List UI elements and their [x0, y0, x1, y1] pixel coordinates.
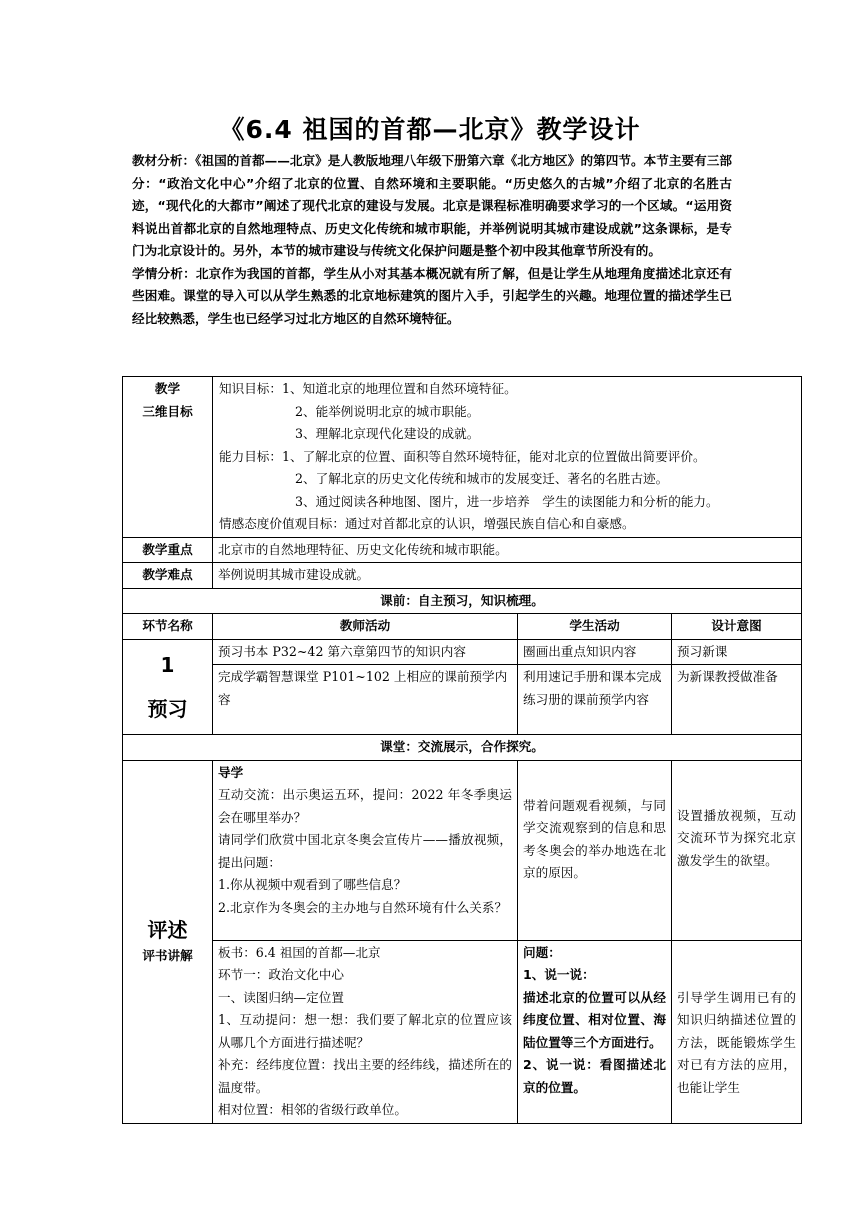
document-title: 《6.4 祖国的首都—北京》教学设计	[219, 115, 641, 144]
preview-teacher-1: 预习书本 P32~42 第六章第四节的知识内容	[213, 639, 518, 665]
goals-row	[123, 377, 802, 538]
preview-teacher-2: 完成学霸智慧课堂 P101~102 上相应的课前预学内容	[213, 665, 518, 735]
guided-learning-p3: 1.你从视频中观看到了哪些信息？	[218, 877, 407, 892]
column-header-intent: 设计意图	[672, 614, 802, 640]
board-student-3: 描述北京的位置可以从经纬度位置、相对位置、海陆位置等三个方面进行。	[523, 989, 666, 1050]
ability-goal-3: 3、通过阅读各种地图、图片，进一步培养 学生的读图能力和分析的能力。	[295, 493, 719, 509]
preview-student-2: 利用速记手册和课本完成练习册的课前预学内容	[518, 665, 672, 735]
knowledge-goal-1: 知识目标：1、知道北京的地理位置和自然环境特征。	[219, 381, 517, 396]
intro-section	[132, 150, 732, 330]
table-row	[123, 760, 802, 940]
column-header-row	[123, 614, 802, 640]
in-class-stage-subname: 评书讲解	[142, 948, 193, 964]
board-student-cell	[518, 940, 672, 1123]
guided-learning-p1: 互动交流：出示奥运五环，提问：2022 年冬季奥运会在哪里举办？	[218, 787, 512, 825]
lesson-plan-table	[122, 376, 802, 1124]
board-student-1: 问题：	[523, 944, 561, 960]
column-header-stage: 环节名称	[123, 614, 213, 640]
board-line-1: 板书：6.4 祖国的首都—北京	[218, 944, 381, 960]
board-line-2: 环节一：政治文化中心	[218, 967, 344, 982]
in-class-header-row	[123, 735, 802, 761]
key-point-label: 教学重点	[123, 537, 213, 563]
key-point-text: 北京市的自然地理特征、历史文化传统和城市职能。	[213, 537, 802, 563]
preview-student-1: 圈画出重点知识内容	[518, 639, 672, 665]
knowledge-goal-2: 2、能举例说明北京的城市职能。	[295, 403, 480, 419]
table-row	[123, 940, 802, 1123]
preview-stage-number: 1	[160, 652, 175, 677]
column-header-teacher: 教师活动	[213, 614, 518, 640]
board-line-5: 补充：经纬度位置：找出主要的经纬线，描述所在的温度带。	[218, 1057, 512, 1095]
pre-class-header-row	[123, 588, 802, 614]
knowledge-goal-3: 3、理解北京现代化建设的成就。	[295, 426, 480, 441]
guided-learning-p2: 请同学们欣赏中国北京冬奥会宣传片——播放视频，提出问题：	[218, 832, 512, 870]
goals-content	[213, 377, 802, 538]
difficulty-text: 举例说明其城市建设成就。	[213, 563, 802, 589]
preview-stage-cell	[123, 639, 213, 735]
in-class-stage-cell	[123, 760, 213, 1123]
pre-class-header: 课前：自主预习，知识梳理。	[123, 588, 802, 614]
ability-goal-1: 能力目标：1、了解北京的位置、面积等自然环境特征，能对北京的位置做出简要评价。	[219, 448, 706, 464]
goals-label: 教学 三维目标	[123, 377, 213, 538]
table-row	[123, 665, 802, 735]
difficulty-label: 教学难点	[123, 563, 213, 589]
board-line-6: 相对位置：相邻的省级行政单位。	[218, 1102, 407, 1117]
guided-learning-intent: 设置播放视频，互动交流环节为探究北京激发学生的欲望。	[672, 760, 802, 940]
preview-intent-1: 预习新课	[672, 639, 802, 665]
material-analysis: 教材分析：《祖国的首都——北京》是人教版地理八年级下册第六章《北方地区》的第四节。本节主要有三部分：“政治文化中心”介绍了北京的位置、自然环境和主要职能。“历史悠久的古城”介绍了北京的名胜古迹，“现代化的大都市”阐述了现代北京的建设与发展。北京是课程标准明确要求学习的一个区域。“运用资料说出首都北京的自然地理特点、历史文化传统和城市职能，并举例说明其城市建设成就”这条课标，是专门为北京设计的。另外，本节的城市建设与传统文化保护问题是整个初中段其他章节所没有的。	[132, 153, 732, 258]
board-line-3: 一、读图归纳—定位置	[218, 989, 344, 1005]
guided-learning-student: 带着问题观看视频，与同学交流观察到的信息和思考冬奥会的举办地选在北京的原因。	[518, 760, 672, 940]
ability-goal-2: 2、了解北京的历史文化传统和城市的发展变迁、著名的名胜古迹。	[295, 471, 669, 486]
in-class-header: 课堂：交流展示，合作探究。	[123, 735, 802, 761]
emotion-goal: 情感态度价值观目标：通过对首都北京的认识，增强民族自信心和自豪感。	[219, 516, 635, 531]
guided-learning-cell	[213, 760, 518, 940]
board-line-4: 1、互动提问：想一想：我们要了解北京的位置应该从哪几个方面进行描述呢？	[218, 1012, 512, 1050]
guided-learning-p4: 2.北京作为冬奥会的主办地与自然环境有什么关系？	[218, 899, 508, 915]
in-class-stage-name: 评述	[147, 918, 188, 943]
board-intent-cell: 引导学生调用已有的知识归纳描述位置的方法，既能锻炼学生对已有方法的应用，也能让学生	[672, 940, 802, 1123]
preview-intent-2: 为新课教授做准备	[672, 665, 802, 735]
board-cell	[213, 940, 518, 1123]
key-point-row	[123, 537, 802, 563]
student-analysis: 学情分析：北京作为我国的首都，学生从小对其基本概况就有所了解，但是让学生从地理角度描述北京还有些困难。课堂的导入可以从学生熟悉的北京地标建筑的图片入手，引起学生的兴趣。地理位置的描述学生已经比较熟悉，学生也已经学习过北方地区的自然环境特征。	[132, 265, 732, 326]
column-header-student: 学生活动	[518, 614, 672, 640]
table-row	[123, 639, 802, 665]
board-student-4: 2、说一说：看图描述北京的位置。	[523, 1057, 666, 1095]
guided-learning-heading: 导学	[218, 764, 244, 780]
preview-stage-name: 预习	[147, 696, 188, 721]
difficulty-row	[123, 563, 802, 589]
board-student-2: 1、说一说：	[523, 967, 595, 982]
